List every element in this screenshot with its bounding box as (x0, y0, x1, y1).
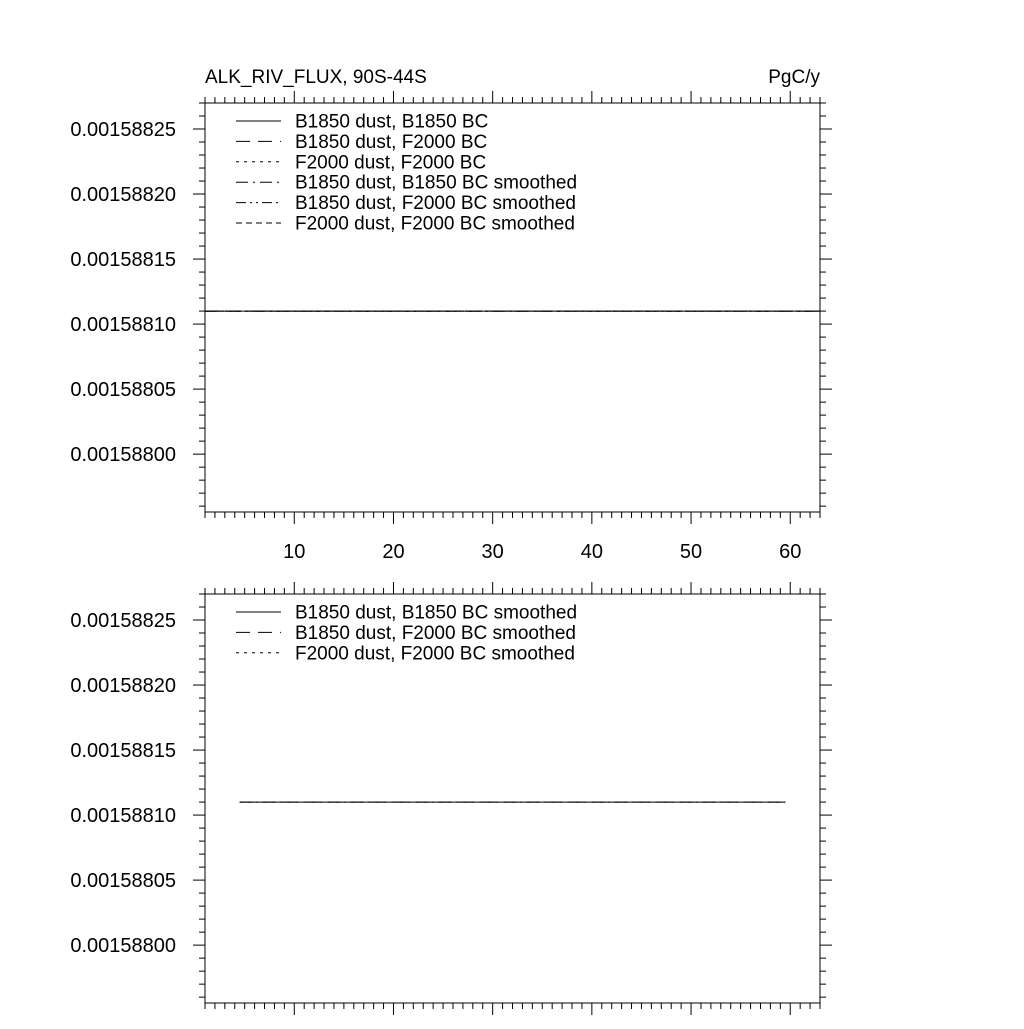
legend-label: B1850 dust, B1850 BC smoothed (295, 172, 578, 194)
top-panel (70, 91, 832, 563)
x-tick-label: 20 (382, 541, 405, 563)
x-tick-label: 40 (580, 541, 603, 563)
y-tick-label: 0.00158805 (70, 870, 176, 893)
y-tick-label: 0.00158825 (70, 610, 176, 633)
y-tick-label: 0.00158815 (70, 249, 176, 272)
legend-label: B1850 dust, F2000 BC smoothed (295, 193, 576, 215)
y-tick-label: 0.00158810 (70, 805, 176, 828)
x-tick-label: 60 (779, 541, 802, 563)
legend-label: F2000 dust, F2000 BC (295, 152, 487, 174)
y-tick-label: 0.00158815 (70, 740, 176, 763)
y-tick-label: 0.00158805 (70, 379, 176, 402)
legend-label: B1850 dust, B1850 BC (295, 111, 489, 133)
chart-units: PgC/y (768, 67, 820, 88)
x-tick-label: 30 (481, 541, 504, 563)
legend-label: B1850 dust, F2000 BC smoothed (295, 622, 576, 644)
y-tick-label: 0.00158800 (70, 935, 176, 958)
y-tick-label: 0.00158825 (70, 119, 176, 142)
y-tick-label: 0.00158820 (70, 184, 176, 207)
legend-label: F2000 dust, F2000 BC smoothed (295, 643, 575, 665)
bottom-panel (70, 582, 832, 1015)
y-tick-label: 0.00158800 (70, 444, 176, 467)
chart-title: ALK_RIV_FLUX, 90S-44S (205, 67, 427, 88)
y-tick-label: 0.00158820 (70, 675, 176, 698)
x-tick-label: 50 (679, 541, 703, 563)
legend-label: B1850 dust, F2000 BC (295, 131, 488, 153)
x-tick-label: 10 (283, 541, 306, 563)
legend-label: F2000 dust, F2000 BC smoothed (295, 213, 575, 235)
legend-label: B1850 dust, B1850 BC smoothed (295, 602, 578, 624)
y-tick-label: 0.00158810 (70, 314, 176, 337)
